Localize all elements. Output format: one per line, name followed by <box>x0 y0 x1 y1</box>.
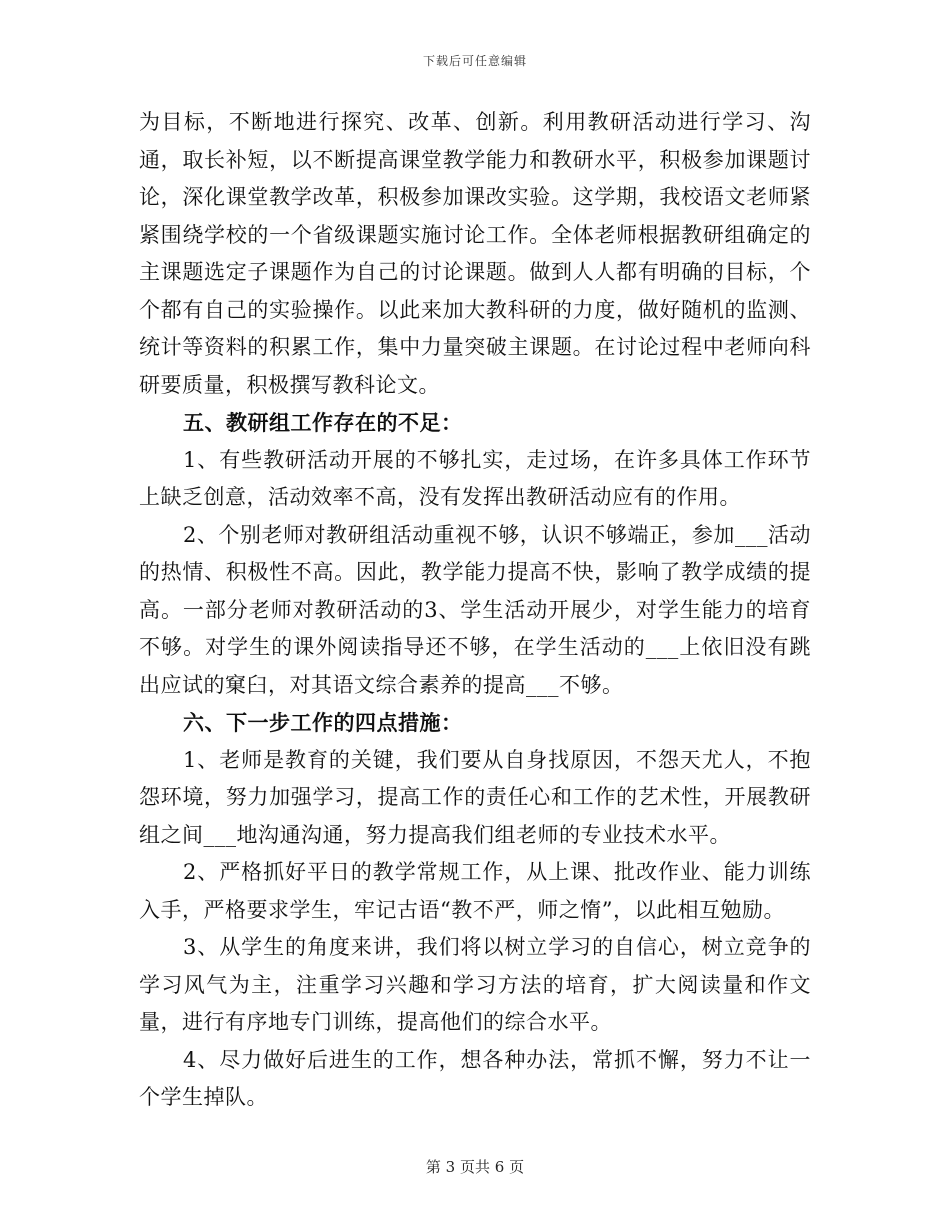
section-heading-next-steps: 六、下一步工作的四点措施： <box>183 710 463 735</box>
paragraph-intro: 为目标，不断地进行探究、改革、创新。利用教研活动进行学习、沟通，取长补短，以不断提高课堂教学能力和教研水平，积极参加课题讨论，深化课堂教学改革，积极参加课改实验。这学期，我校语文老师紧紧围绕学校的一个省级课题实施讨论工作。全体老师根据教研组确定的主课题选定子课题作为自己的讨论课题。做到人人都有明确的目标，个个都有自己的实验操作。以此来加大教科研的力度，做好随机的监测、统计等资料的积累工作，集中力量突破主课题。在讨论过程中老师向科研要质量，积极撰写教科论文。 <box>139 110 811 397</box>
paragraph-shortcoming-1: 1、有些教研活动开展的不够扎实，走过场，在许多具体工作环节上缺乏创意，活动效率不高，没有发挥出教研活动应有的作用。 <box>139 447 811 509</box>
page-number: 第 3 页共 6 页 <box>425 1158 525 1176</box>
page-header: 下载后可任意编辑 <box>422 54 527 68</box>
paragraph-measure-2: 2、严格抓好平日的教学常规工作，从上课、批改作业、能力训练入手，严格要求学生，牢记古语“教不严，师之惰”，以此相互勉励。 <box>139 860 811 922</box>
document-body <box>139 104 811 1117</box>
section-heading-shortcomings: 五、教研组工作存在的不足： <box>183 410 463 435</box>
paragraph-measure-3: 3、从学生的角度来讲，我们将以树立学习的自信心，树立竞争的学习风气为主，注重学习兴趣和学习方法的培育，扩大阅读量和作文量，进行有序地专门训练，提高他们的综合水平。 <box>139 935 811 1034</box>
paragraph-shortcoming-2: 2、个别老师对教研组活动重视不够，认识不够端正，参加___活动的热情、积极性不高。因此，教学能力提高不快，影响了教学成绩的提高。一部分老师对教研活动的3、学生活动开展少，对学生能力的培育不够。对学生的课外阅读指导还不够，在学生活动的___上依旧没有跳出应试的窠臼，对其语文综合素养的提高___不够。 <box>139 522 811 697</box>
paragraph-measure-1: 1、老师是教育的关键，我们要从自身找原因，不怨天尤人，不抱怨环境，努力加强学习，提高工作的责任心和工作的艺术性，开展教研组之间___地沟通沟通，努力提高我们组老师的专业技术水平。 <box>139 747 811 847</box>
paragraph-measure-4: 4、尽力做好后进生的工作，想各种办法，常抓不懈，努力不让一个学生掉队。 <box>139 1047 811 1109</box>
